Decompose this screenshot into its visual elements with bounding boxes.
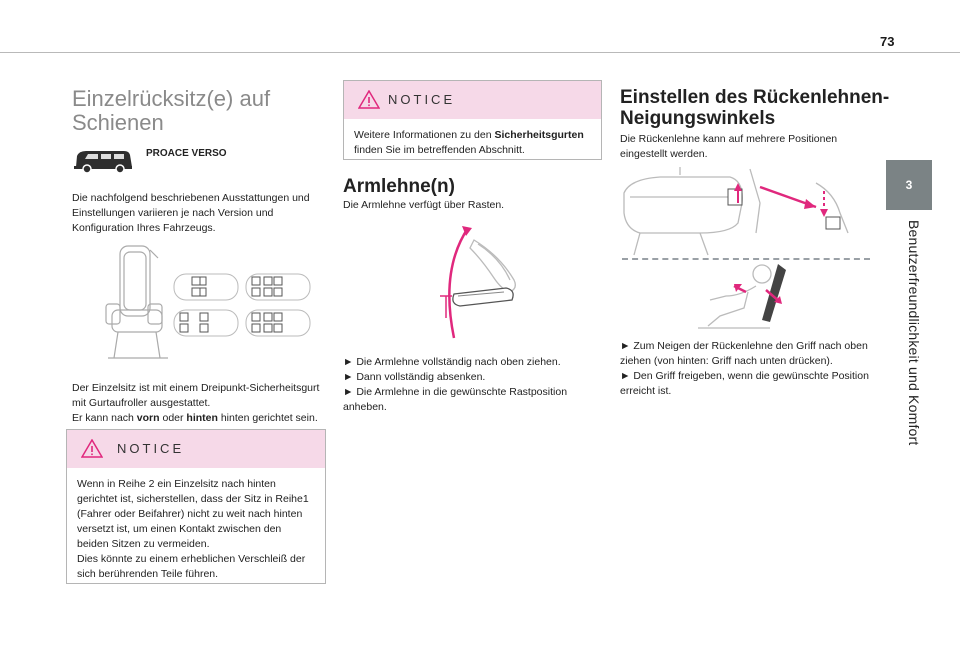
direction-text-1: Er kann nach: [72, 412, 137, 424]
figure-divider: [622, 258, 870, 260]
notice-box-seat: [66, 429, 326, 584]
direction-text-2: oder: [159, 412, 187, 424]
armrest-step-1: [343, 355, 598, 370]
section-title-line2: Schienen: [72, 110, 164, 135]
armrest-illustration: [430, 222, 530, 349]
notice-header: [344, 81, 601, 119]
header-rule: [0, 52, 960, 53]
backrest-lever-illustration: [620, 163, 870, 263]
bullet-icon: ►: [620, 340, 631, 352]
armrest-step-2-text: Dann vollständig absenken.: [356, 371, 486, 383]
direction-para: [72, 411, 324, 426]
armrest-steps: [343, 355, 598, 415]
direction-text-3: hinten gerichtet sein.: [217, 412, 318, 424]
warning-triangle-icon: [358, 90, 380, 114]
backrest-steps: [620, 339, 875, 399]
vehicle-label: PROACE VERSO: [146, 148, 227, 159]
notice-header: [67, 430, 325, 468]
armrest-step-3: [343, 385, 598, 415]
section-title-line1: Einzelrücksitz(e) auf: [72, 86, 271, 111]
backrest-title-line2: Neigungswinkels: [620, 108, 776, 129]
chapter-title: Benutzerfreundlichkeit und Komfort: [906, 220, 922, 446]
armrest-step-1-text: Die Armlehne vollständig nach oben ziehen.: [356, 356, 561, 368]
bullet-icon: ►: [620, 370, 631, 382]
bullet-icon: ►: [343, 386, 354, 398]
notice-title: NOTICE: [388, 92, 456, 107]
seatbelt-para: Der Einzelsitz ist mit einem Dreipunkt-Sicherheitsgurt mit Gurtaufroller ausgestattet.: [72, 382, 320, 409]
notice-text-pre: Weitere Informationen zu den: [354, 129, 495, 141]
intro-text: Die nachfolgend beschriebenen Ausstattungen und Einstellungen variieren je nach Version und Konfiguration Ihres Fahrzeugs.: [72, 192, 310, 234]
van-icon: [72, 148, 134, 179]
armrest-intro: Die Armlehne verfügt über Rasten.: [343, 199, 505, 211]
backrest-step-2-text: Den Griff freigeben, wenn die gewünschte Position erreicht ist.: [620, 370, 869, 397]
bullet-icon: ►: [343, 371, 354, 383]
notice-box-seatbelts: [343, 80, 602, 160]
notice-text-2: Dies könnte zu einem erheblichen Verschleiß der sich berührenden Teile führen.: [77, 553, 306, 580]
recline-illustration: [690, 262, 800, 337]
notice-link-seatbelts: Sicherheitsgurten: [494, 129, 584, 141]
armrest-step-2: [343, 370, 598, 385]
armrest-title: Armlehne(n): [343, 176, 455, 197]
backrest-step-2: [620, 369, 875, 399]
single-seat-illustration: [88, 240, 328, 380]
armrest-step-3-text: Die Armlehne in die gewünschte Rastposition anheben.: [343, 386, 568, 413]
notice-text-1: Wenn in Reihe 2 ein Einzelsitz nach hinten gerichtet ist, sicherstellen, dass der Sitz in Reihe1 (Fahrer oder Beifahrer) nicht zu weit nach hinten versetzt ist, um einen Kontakt zwischen den beiden Sitzen zu vermeiden.: [77, 478, 309, 550]
backrest-intro: Die Rückenlehne kann auf mehrere Positionen eingestellt werden.: [620, 133, 838, 160]
page-number: 73: [880, 34, 895, 49]
direction-forward: vorn: [136, 412, 160, 424]
backrest-step-1-text: Zum Neigen der Rückenlehne den Griff nach oben ziehen (von hinten: Griff nach unten drücken).: [620, 340, 868, 367]
warning-triangle-icon: [81, 439, 103, 463]
backrest-title-line1: Einstellen des Rückenlehnen-: [620, 87, 890, 108]
seatbelt-text: [72, 381, 324, 426]
notice-text-post: finden Sie im betreffenden Abschnitt.: [354, 144, 525, 156]
backrest-step-1: [620, 339, 875, 369]
bullet-icon: ►: [343, 356, 354, 368]
chapter-tab[interactable]: 3: [886, 160, 932, 210]
notice-title: NOTICE: [117, 441, 185, 456]
notice-body: [344, 119, 601, 166]
notice-body: [67, 468, 325, 590]
direction-backward: hinten: [186, 412, 218, 424]
